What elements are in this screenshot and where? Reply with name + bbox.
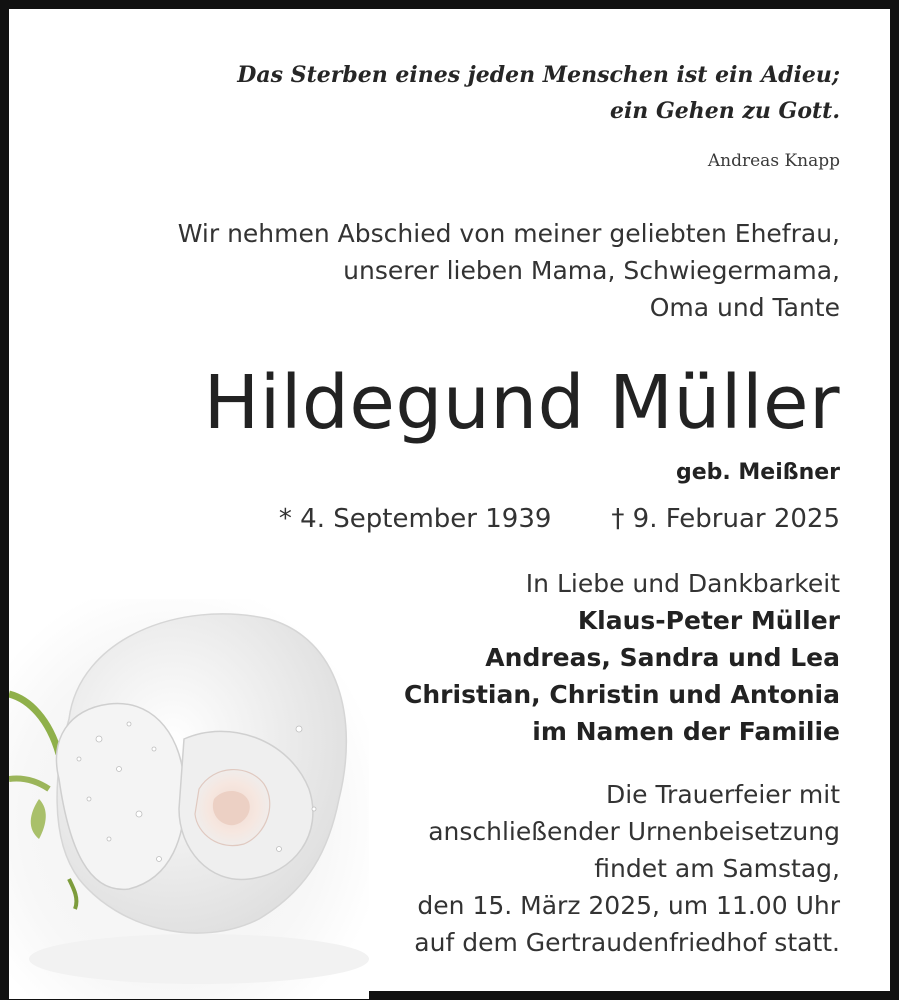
mourner-line: Christian, Christin und Antonia [404, 680, 840, 709]
death-date: † 9. Februar 2025 [611, 504, 840, 534]
life-dates [279, 504, 840, 534]
quote-line: ein Gehen zu Gott. [609, 98, 840, 124]
funeral-line: Die Trauerfeier mit [605, 780, 840, 809]
mourners-lead: In Liebe und Dankbarkeit [525, 569, 840, 598]
mourner-line: im Namen der Familie [532, 717, 840, 746]
intro-line: Oma und Tante [649, 293, 840, 322]
birth-date: * 4. September 1939 [278, 504, 552, 534]
quote-line: Das Sterben eines jeden Menschen ist ein Adieu; [237, 62, 840, 88]
mourner-line: Andreas, Sandra und Lea [485, 643, 840, 672]
maiden-name: geb. Meißner [675, 460, 840, 485]
quote-author: Andreas Knapp [707, 151, 840, 171]
funeral-line: auf dem Gertraudenfriedhof statt. [414, 928, 840, 957]
white-rose-image [9, 599, 369, 999]
intro-line: Wir nehmen Abschied von meiner geliebten Ehefrau, [177, 219, 840, 248]
intro-line: unserer lieben Mama, Schwiegermama, [343, 256, 840, 285]
deceased-name: Hildegund Müller [203, 360, 840, 446]
funeral-line: findet am Samstag, [594, 854, 840, 883]
funeral-info [414, 776, 840, 961]
mourner-line: Klaus-Peter Müller [577, 606, 840, 635]
funeral-line: den 15. März 2025, um 11.00 Uhr [417, 891, 840, 920]
intro-text [178, 215, 840, 326]
funeral-line: anschließender Urnenbeisetzung [428, 817, 840, 846]
quote [237, 57, 840, 129]
mourners [404, 565, 840, 750]
